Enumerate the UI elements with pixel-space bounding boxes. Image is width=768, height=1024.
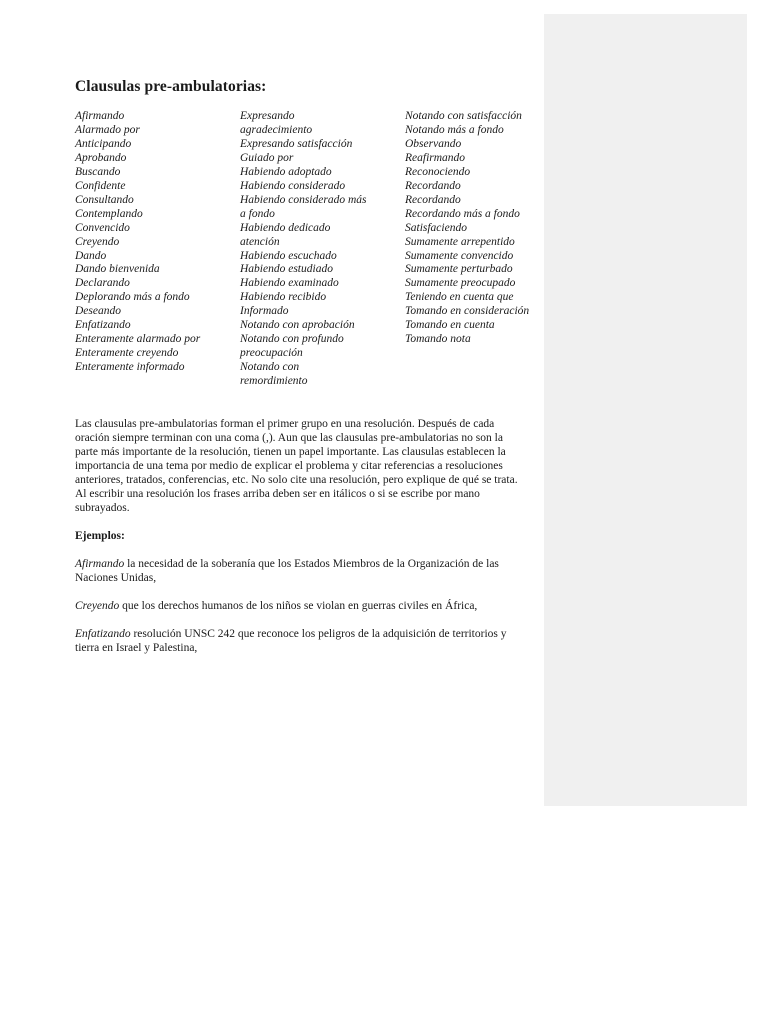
- example-sentence-2: [75, 600, 530, 614]
- clause-item: Creyendo: [75, 235, 120, 248]
- clause-item: Notando con profundo: [240, 333, 344, 346]
- example-text: que los derechos humanos de los niños se violan en guerras civiles en África,: [119, 600, 478, 612]
- intro-line: oración siempre terminan con una coma (,). Aun que las clausulas pre-ambulatorias no son la: [75, 431, 503, 444]
- clause-item: Recordando: [405, 193, 461, 206]
- intro-line: parte más importante de la resolución, tienen un papel importante. Las clausulas establecen la: [75, 445, 506, 458]
- clause-item: Habiendo considerado más: [240, 193, 367, 206]
- clause-item: Notando con satisfacción: [405, 110, 522, 122]
- clause-item: Enteramente creyendo: [75, 347, 179, 360]
- clause-item: Enteramente alarmado por: [75, 333, 201, 346]
- clause-item: Expresando satisfacción: [240, 137, 353, 150]
- clause-item: atención: [240, 235, 280, 248]
- clause-item: Aprobando: [75, 151, 127, 164]
- clause-item: Deplorando más a fondo: [75, 291, 190, 304]
- clause-item: Convencido: [75, 221, 130, 234]
- clause-item: Afirmando: [75, 110, 125, 122]
- clause-item: Sumamente arrepentido: [405, 235, 515, 248]
- clause-item: remordimiento: [240, 375, 308, 388]
- clause-item: Enfatizando: [75, 319, 131, 332]
- clause-item: Satisfaciendo: [405, 221, 467, 234]
- examples-heading: Ejemplos:: [75, 530, 125, 542]
- clause-item: Recordando: [405, 179, 461, 192]
- intro-line: Las clausulas pre-ambulatorias forman el primer grupo en una resolución. Después de cada: [75, 418, 495, 430]
- clause-item: Notando más a fondo: [405, 123, 504, 136]
- clause-item: Confidente: [75, 179, 126, 192]
- clause-item: a fondo: [240, 207, 275, 220]
- clause-item: Habiendo estudiado: [240, 263, 333, 276]
- clause-item: Declarando: [75, 277, 130, 290]
- clause-item: Buscando: [75, 165, 121, 178]
- clause-column-2: [240, 110, 367, 389]
- page-title: Clausulas pre-ambulatorias:: [75, 78, 267, 95]
- clause-item: Tomando en consideración: [405, 305, 530, 318]
- clause-item: Habiendo adoptado: [240, 165, 332, 178]
- intro-line: importancia de una tema por medio de explicar el problema y citar referencias a resoluciones: [75, 459, 503, 472]
- clause-item: Informado: [240, 305, 289, 318]
- clause-item: Tomando nota: [405, 333, 471, 346]
- example-clause: Enfatizando: [75, 628, 131, 640]
- clause-item: Guiado por: [240, 151, 294, 164]
- clause-item: Sumamente perturbado: [405, 263, 513, 276]
- clause-item: Sumamente preocupado: [405, 277, 516, 290]
- clause-item: Enteramente informado: [75, 361, 185, 374]
- clause-item: Habiendo considerado: [240, 179, 346, 192]
- clause-column-3: [405, 110, 529, 347]
- example-clause: Afirmando: [75, 558, 125, 570]
- clause-item: agradecimiento: [240, 123, 313, 136]
- clause-column-1: [75, 110, 200, 375]
- clause-item: Reconociendo: [405, 165, 471, 178]
- clause-item: Consultando: [75, 193, 134, 206]
- clause-item: preocupación: [240, 347, 303, 360]
- clause-item: Teniendo en cuenta que: [405, 291, 514, 304]
- clause-item: Expresando: [240, 110, 295, 122]
- clause-item: Reafirmando: [405, 151, 466, 164]
- example-sentence-1: [75, 558, 530, 586]
- example-clause: Creyendo: [75, 600, 120, 612]
- clause-item: Habiendo recibido: [240, 291, 327, 304]
- intro-line: Al escribir una resolución los frases arriba deben ser en itálicos o si se escribe por mano: [75, 487, 480, 500]
- clause-item: Sumamente convencido: [405, 249, 514, 262]
- clause-item: Observando: [405, 137, 462, 150]
- clause-item: Tomando en cuenta: [405, 319, 495, 332]
- clause-item: Habiendo dedicado: [240, 221, 331, 234]
- clause-item: Habiendo examinado: [240, 277, 339, 290]
- intro-line: subrayados.: [75, 501, 130, 514]
- clause-item: Notando con aprobación: [240, 319, 355, 332]
- clause-item: Alarmado por: [75, 123, 140, 136]
- intro-line: anteriores, tratados, conferencias, etc. No solo cite una resolución, pero explique de qué se trata.: [75, 473, 518, 486]
- clause-item: Recordando más a fondo: [405, 207, 520, 220]
- example-text: la necesidad de la soberanía que los Estados Miembros de la Organización de las Naciones Unidas,: [75, 558, 499, 584]
- clause-item: Dando bienvenida: [75, 263, 160, 276]
- comment-sidebar: [544, 14, 747, 806]
- clause-item: Habiendo escuchado: [240, 249, 337, 262]
- clause-item: Dando: [75, 249, 107, 262]
- example-sentence-3: [75, 628, 530, 656]
- clause-item: Anticipando: [75, 137, 132, 150]
- example-text: resolución UNSC 242 que reconoce los peligros de la adquisición de territorios y tierra en Israel y Palestina,: [75, 628, 507, 654]
- intro-paragraph: [75, 418, 530, 516]
- clause-item: Deseando: [75, 305, 121, 318]
- clause-item: Contemplando: [75, 207, 143, 220]
- clause-item: Notando con: [240, 361, 300, 374]
